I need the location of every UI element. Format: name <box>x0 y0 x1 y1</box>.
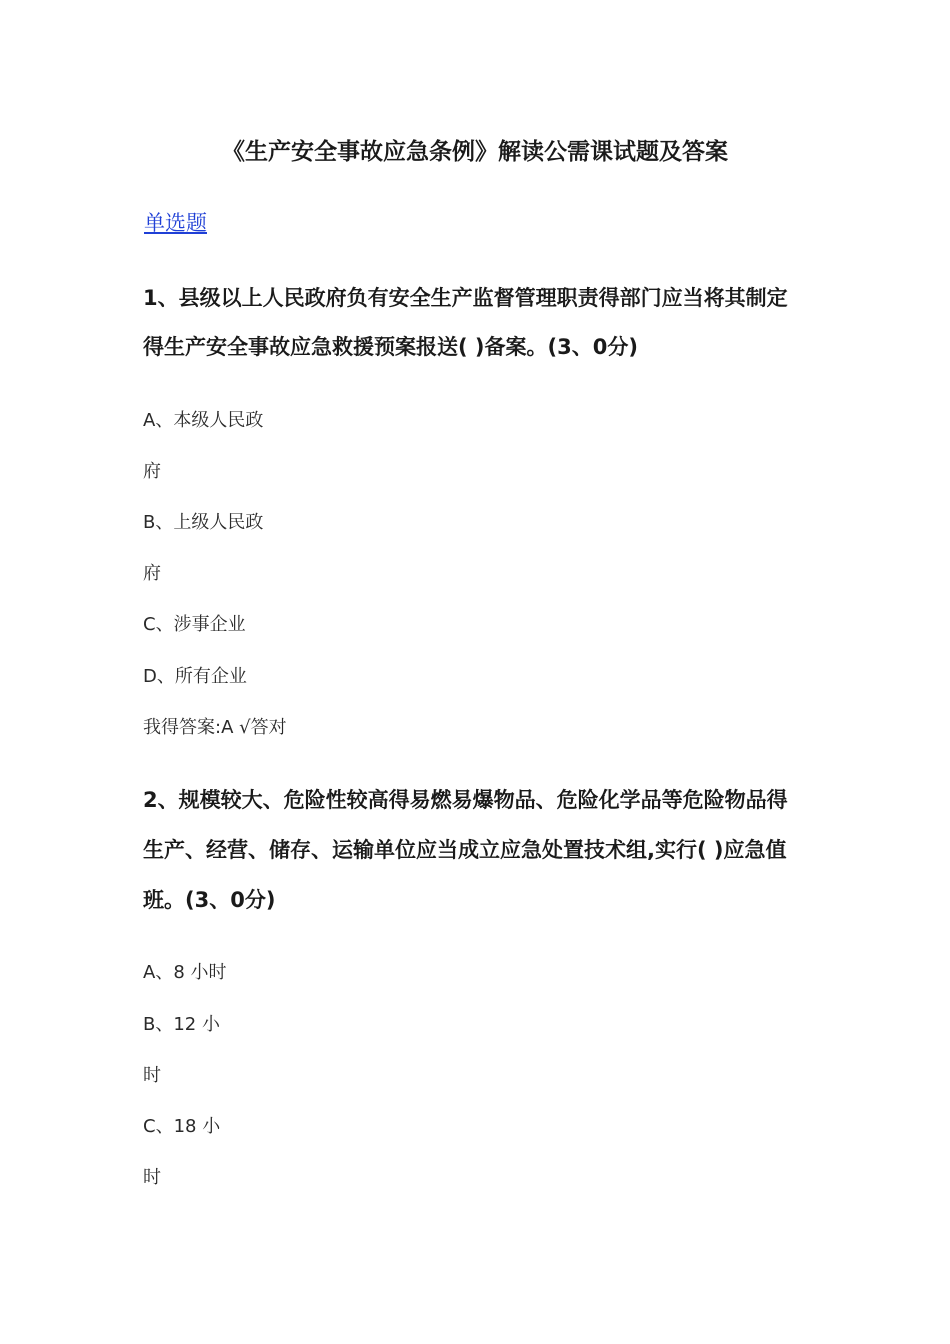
option-c-line: C、18 小 <box>143 1116 221 1137</box>
question-text-line: 1、县级以上人民政府负有安全生产监督管理职责得部门应当将其制定 <box>143 286 788 310</box>
option-a-line: A、8 小时 <box>143 962 227 983</box>
my-answer-line: 我得答案:A √答对 <box>143 717 287 738</box>
question-text-line: 生产、经营、储存、运输单位应当成立应急处置技术组,实行( )应急值 <box>143 838 787 862</box>
option-c-line: C、涉事企业 <box>143 614 246 635</box>
option-d-line: D、所有企业 <box>143 666 247 687</box>
option-b-line: B、上级人民政 <box>143 512 264 533</box>
single-choice-section-link[interactable]: 单选题 <box>144 211 207 235</box>
option-b-line-wrap: 府 <box>143 563 161 584</box>
question-text-line: 2、规模较大、危险性较高得易燃易爆物品、危险化学品等危险物品得 <box>143 788 788 812</box>
option-a-line: A、本级人民政 <box>143 410 264 431</box>
option-b-line: B、12 小 <box>143 1014 220 1035</box>
document-title: 《生产安全事故应急条例》解读公需课试题及答案 <box>222 139 728 165</box>
option-a-line-wrap: 府 <box>143 461 161 482</box>
option-c-line-wrap: 时 <box>143 1167 161 1188</box>
question-text-line: 班。(3、0分) <box>143 888 276 912</box>
option-b-line-wrap: 时 <box>143 1065 161 1086</box>
question-text-line: 得生产安全事故应急救援预案报送( )备案。(3、0分) <box>143 335 638 359</box>
